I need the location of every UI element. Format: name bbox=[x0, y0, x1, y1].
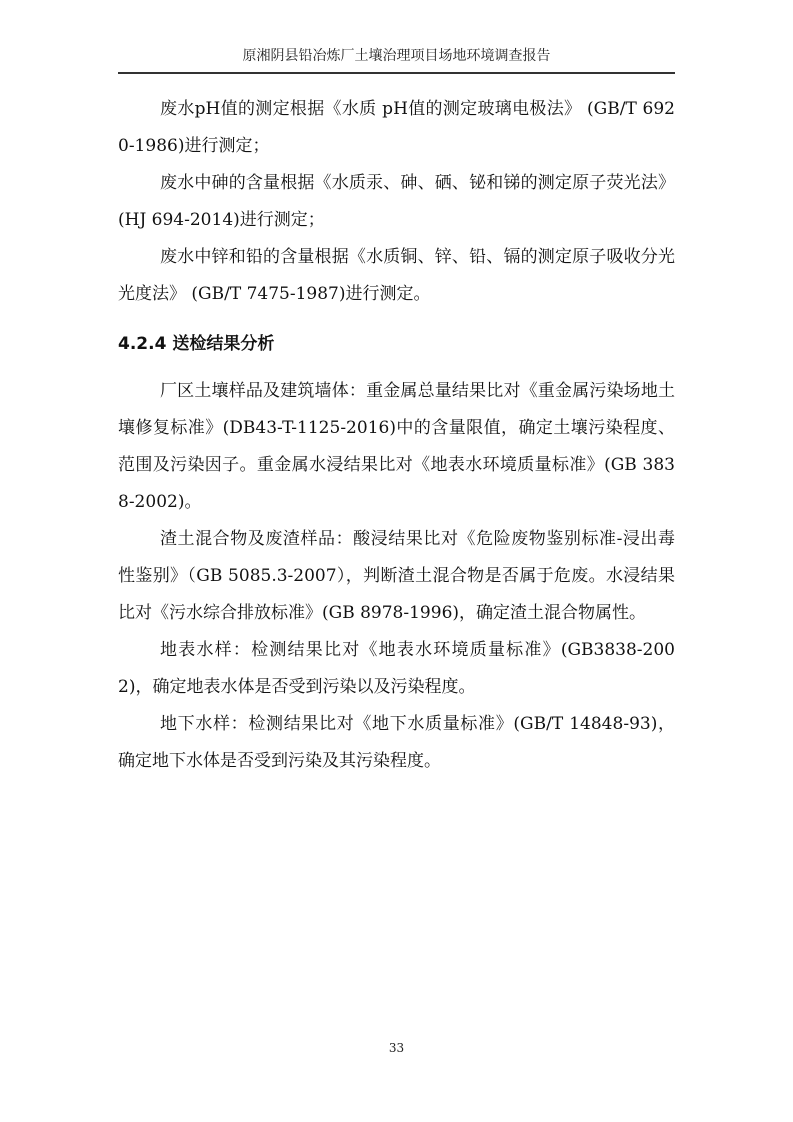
paragraph-ph-method: 废水pH值的测定根据《水质 pH值的测定玻璃电极法》 (GB/T 6920-1986)进行测定； bbox=[118, 99, 675, 156]
paragraph-zinc-lead-method: 废水中锌和铅的含量根据《水质铜、锌、铅、镉的测定原子吸收分光光度法》 (GB/T 7475-1987)进行测定。 bbox=[118, 247, 675, 304]
document-body bbox=[118, 91, 675, 780]
paragraph-residue-samples: 渣土混合物及废渣样品：酸浸结果比对《危险废物鉴别标准-浸出毒性鉴别》（GB 5085.3-2007），判断渣土混合物是否属于危废。水浸结果比对《污水综合排放标准》(GB 8978-1996)，确定渣土混合物属性。 bbox=[118, 529, 675, 623]
header-divider bbox=[118, 72, 675, 74]
paragraph-groundwater: 地下水样：检测结果比对《地下水质量标准》(GB/T 14848-93)，确定地下水体是否受到污染及其污染程度。 bbox=[118, 714, 675, 771]
paragraph-arsenic-method: 废水中砷的含量根据《水质汞、砷、硒、铋和锑的测定原子荧光法》 (HJ 694-2014)进行测定； bbox=[118, 173, 675, 230]
page-number: 33 bbox=[388, 1041, 405, 1055]
section-heading: 4.2.4 送检结果分析 bbox=[118, 334, 275, 354]
paragraph-soil-samples: 厂区土壤样品及建筑墙体：重金属总量结果比对《重金属污染场地土壤修复标准》(DB43-T-1125-2016)中的含量限值，确定土壤污染程度、范围及污染因子。重金属水浸结果比对《地表水环境质量标准》(GB 3838-2002)。 bbox=[118, 381, 675, 512]
paragraph-surface-water: 地表水样：检测结果比对《地表水环境质量标准》(GB3838-2002)，确定地表水体是否受到污染以及污染程度。 bbox=[118, 640, 675, 697]
page-header-title: 原湘阴县铅冶炼厂土壤治理项目场地环境调查报告 bbox=[242, 48, 551, 64]
